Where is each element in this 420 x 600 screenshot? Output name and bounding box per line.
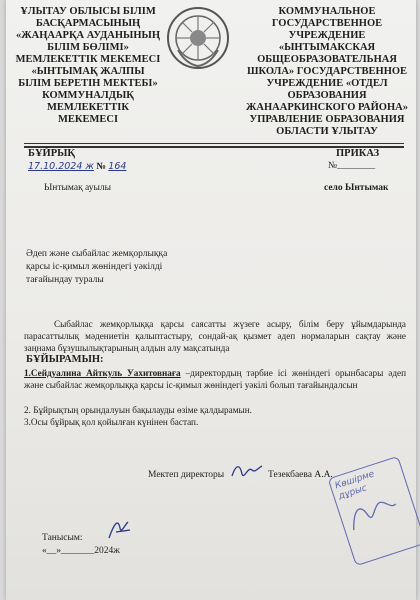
header-left-line: БІЛІМ БӨЛІМІ» (47, 42, 129, 53)
order-label-kazakh: БҰЙРЫҚ (28, 148, 76, 159)
order-date-number (28, 161, 126, 172)
document-page (6, 0, 416, 600)
signature-name: Тезекбаева А.А. (268, 470, 333, 480)
decree-item-3: 3.Осы бұйрық қол қойылған күнінен бастап. (24, 417, 199, 427)
header-left-line: МЕКЕМЕСІ (57, 114, 119, 125)
acquainted-signature-icon (106, 516, 134, 542)
order-label-russian: ПРИКАЗ (336, 148, 380, 159)
header-left-line: МЕМЛЕКЕТТІК (47, 102, 129, 113)
header-right-line: ЖАНААРКИНСКОГО РАЙОНА» (246, 102, 408, 113)
acquainted-label: Танысым: (42, 533, 83, 543)
state-emblem-icon (166, 6, 230, 70)
decree-item-1-text: –директордың тәрбие ісі жөніндегі орынбасары әдеп және сыбайлас жемқорлыққа қарсы іс-қимыл жөніндегі уәкілі болып тағайындалсын (24, 368, 406, 390)
appointee-name: 1.Сейдуалина Айткуль Уахитовнаға (24, 368, 181, 378)
signature-label: Мектеп директоры (148, 470, 225, 480)
header-left-line: «ЫНТЫМАҚ ЖАЛПЫ (31, 66, 145, 77)
header-right-line: КОММУНАЛЬНОЕ (278, 6, 376, 17)
header-right-line: УЧРЕЖДЕНИЕ (288, 30, 366, 41)
director-signature-icon (230, 460, 264, 482)
stamp-text: Көшірме дұрыс (333, 469, 376, 502)
order-number-handwritten: 164 (108, 161, 127, 172)
copy-stamp (328, 456, 420, 566)
header-right-line: ШКОЛА» ГОСУДАРСТВЕННОЕ (246, 66, 408, 77)
header-left-line: МЕМЛЕКЕТТІК МЕКЕМЕСІ (15, 54, 161, 65)
header-right-line: УПРАВЛЕНИЕ ОБРАЗОВАНИЯ (249, 114, 405, 125)
order-number-russian: №________ (328, 161, 376, 171)
place-kazakh: Ынтымақ ауылы (44, 183, 112, 193)
header-right-line: ОБЛАСТИ ҰЛЫТАУ (276, 126, 378, 137)
header-right-line: ГОСУДАРСТВЕННОЕ (271, 18, 383, 29)
header-right-line: ОБРАЗОВАНИЯ (287, 90, 367, 101)
order-number-label: № (96, 162, 106, 172)
title-line: Әдеп және сыбайлас жемқорлыққа (26, 249, 168, 259)
decree-item-1 (24, 367, 406, 391)
header-right-russian (238, 6, 416, 138)
header-left-line: БАСҚАРМАСЫНЫҢ (35, 18, 141, 29)
header-left-line: БІЛІМ БЕРЕТІН МЕКТЕБІ» (18, 78, 158, 89)
body-paragraph: Сыбайлас жемқорлыққа қарсы саясатты жүзеге асыру, білім беру ұйымдарында парасаттылық мәдениетін қалыптастыру, сондай-ақ қызмет әдеп нормаларын сақтау және заңнама бұзушылықтарының алдын алу мақсатында (24, 319, 406, 353)
decree-heading: БҰЙЫРАМЫН: (26, 354, 104, 365)
title-line: тағайындау туралы (26, 275, 104, 285)
order-title (26, 248, 266, 287)
place-russian: село Ынтымак (324, 183, 389, 193)
order-date-handwritten: 17.10.2024 ж (28, 161, 94, 172)
header-right-line: ОБЩЕОБРАЗОВАТЕЛЬНАЯ (257, 54, 397, 65)
header-left-line: «ЖАҢААРҚА АУДАНЫНЫҢ (15, 30, 161, 41)
header-left-line: ҰЛЫТАУ ОБЛЫСЫ БІЛІМ (20, 6, 156, 17)
header-divider (24, 143, 404, 144)
header-left-line: КОММУНАЛДЫҚ (42, 90, 134, 101)
acquainted-date: «__»_______2024ж (42, 546, 120, 556)
title-line: қарсы іс-қимыл жөніндегі уәкілді (26, 262, 163, 272)
header-left-kazakh (12, 6, 164, 126)
decree-item-2: 2. Бұйрықтың орындалуын бақылауды өзіме қалдырамын. (24, 405, 252, 415)
header-right-line: «ЫНТЫМАКСКАЯ (278, 42, 376, 53)
header-right-line: УЧРЕЖДЕНИЕ «ОТДЕЛ (266, 78, 388, 89)
